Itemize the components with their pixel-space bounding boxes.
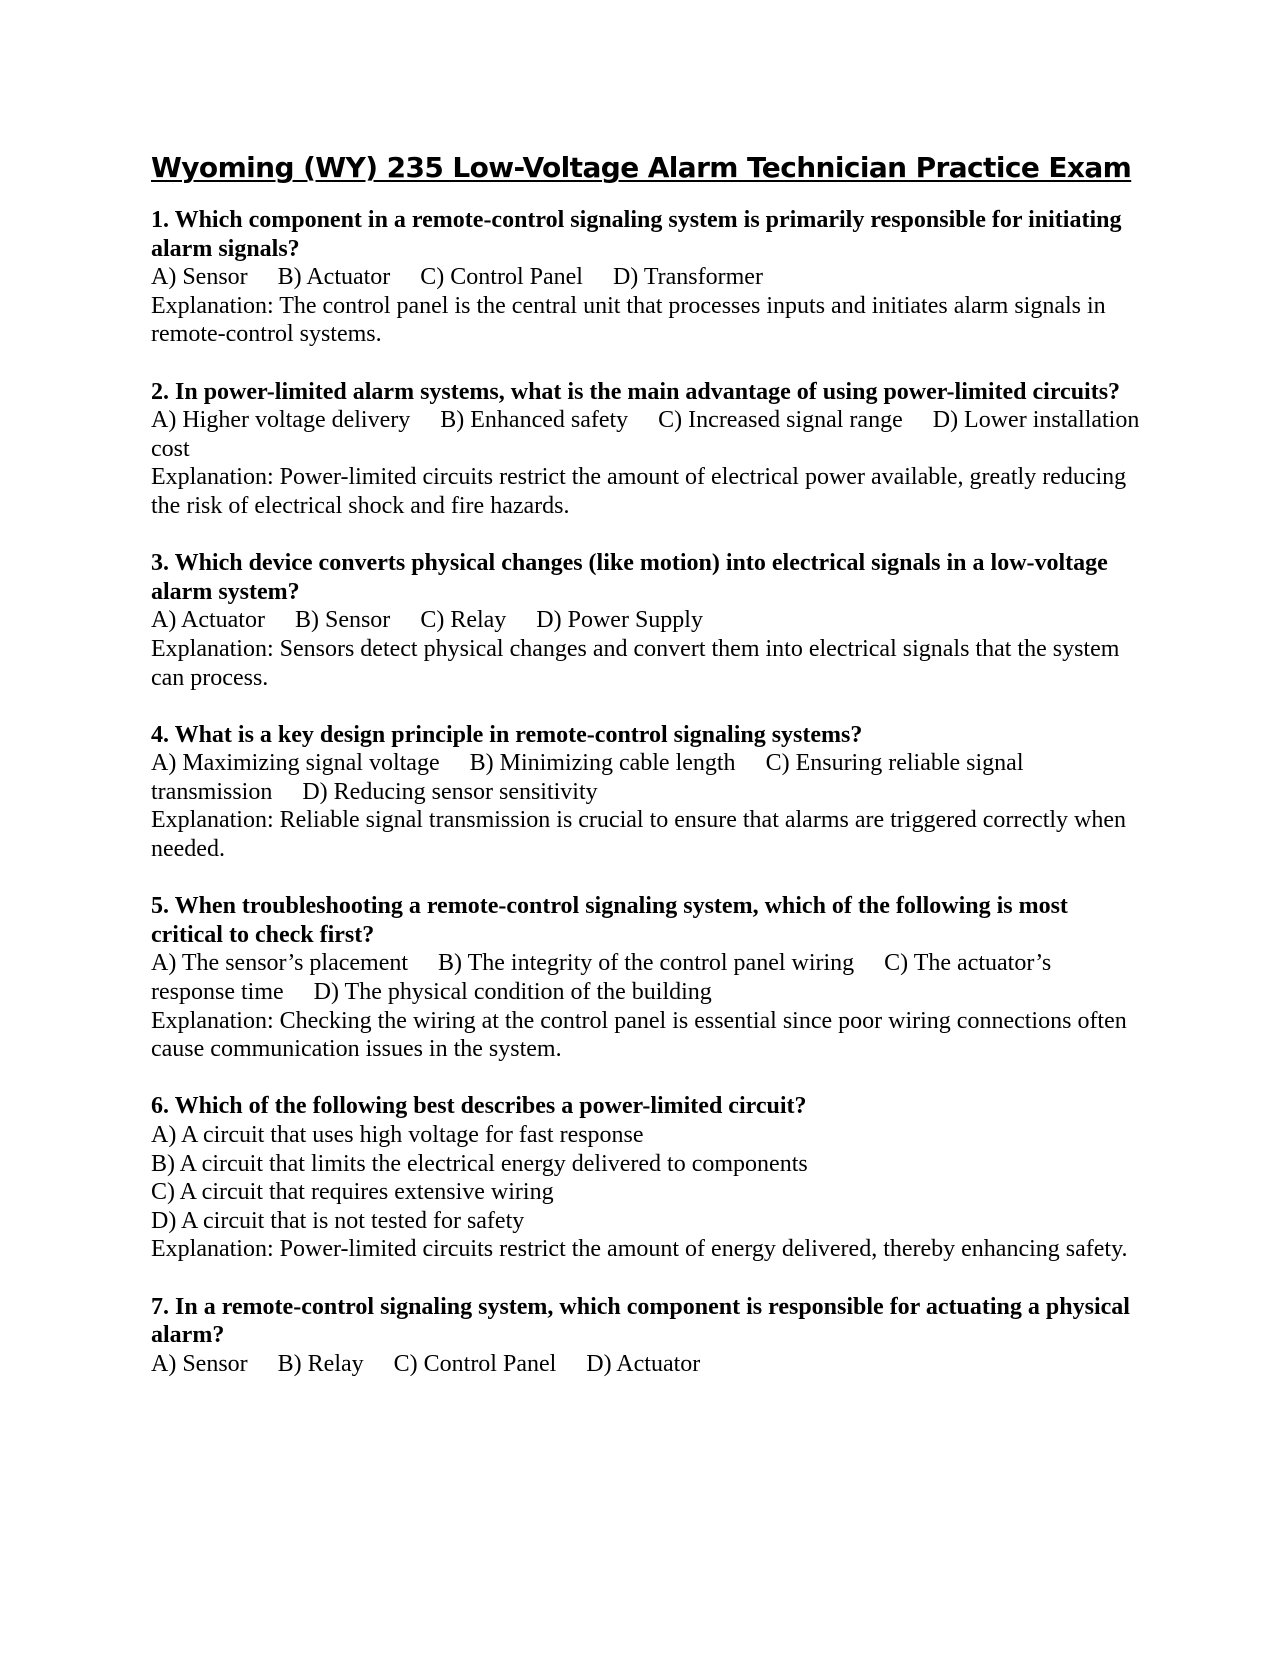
option-c: C) Control Panel — [393, 1350, 557, 1377]
option-d: D) Transformer — [612, 264, 763, 291]
option-a: A) A circuit that uses high voltage for fast response — [151, 1122, 644, 1148]
option-d: D) Reducing sensor sensitivity — [302, 778, 598, 805]
explanation: Explanation: Sensors detect physical changes and convert them into electrical signals that the system can process. — [151, 635, 1120, 691]
explanation: Explanation: Power-limited circuits restrict the amount of electrical power available, greatly reducing the risk of electrical shock and fire hazards. — [151, 464, 1127, 519]
question-7 — [151, 1293, 1141, 1379]
document-title: Wyoming (WY) 235 Low-Voltage Alarm Technician Practice Exam — [151, 151, 1132, 184]
question-text: 1. Which component in a remote-control signaling system is primarily responsible for initiating alarm signals? — [151, 207, 1122, 262]
option-c: C) Ensuring reliable signal transmission — [151, 750, 1024, 805]
option-d: D) Power Supply — [536, 607, 703, 634]
explanation: Explanation: Power-limited circuits restrict the amount of energy delivered, thereby enhancing safety. — [151, 1236, 1128, 1263]
option-c: C) A circuit that requires extensive wiring — [151, 1179, 554, 1206]
question-5 — [151, 892, 1141, 1064]
explanation: Explanation: The control panel is the central unit that processes inputs and initiates alarm signals in remote-control systems. — [151, 292, 1106, 348]
option-c: C) Increased signal range — [658, 407, 903, 434]
question-2 — [151, 378, 1141, 521]
options-row — [151, 606, 1141, 635]
option-a: A) Sensor — [151, 1350, 248, 1377]
option-d: D) Lower installation cost — [151, 407, 1140, 462]
explanation: Explanation: Checking the wiring at the control panel is essential since poor wiring connections often cause communication issues in the system. — [151, 1007, 1127, 1063]
question-text: 3. Which device converts physical changes (like motion) into electrical signals in a low-voltage alarm system? — [151, 550, 1108, 605]
document-page — [151, 150, 1141, 1407]
explanation: Explanation: Reliable signal transmission is crucial to ensure that alarms are triggered correctly when needed. — [151, 807, 1127, 863]
option-d: D) Actuator — [586, 1350, 701, 1377]
option-a: A) Higher voltage delivery — [151, 407, 411, 434]
question-4 — [151, 721, 1141, 864]
option-b: B) Sensor — [294, 607, 391, 634]
question-6 — [151, 1092, 1141, 1264]
option-a: A) Sensor — [151, 264, 248, 291]
option-b: B) A circuit that limits the electrical energy delivered to components — [151, 1150, 808, 1177]
option-c: C) Relay — [420, 607, 507, 634]
question-text: 6. Which of the following best describes a power-limited circuit? — [151, 1093, 807, 1120]
option-b: B) Actuator — [277, 264, 391, 291]
options-row — [151, 263, 1141, 292]
option-b: B) Relay — [277, 1350, 364, 1377]
options-row — [151, 949, 1141, 1006]
option-a: A) Actuator — [151, 607, 265, 634]
question-text: 2. In power-limited alarm systems, what is the main advantage of using power-limited circuits? — [151, 378, 1121, 405]
options-row — [151, 406, 1141, 463]
option-b: B) Minimizing cable length — [469, 750, 736, 777]
option-d: D) The physical condition of the building — [313, 979, 712, 1006]
question-text: 4. What is a key design principle in remote-control signaling systems? — [151, 721, 863, 748]
option-c: C) The actuator’s response time — [151, 950, 1052, 1006]
option-a: A) The sensor’s placement — [151, 950, 409, 977]
question-text: 7. In a remote-control signaling system, which component is responsible for actuating a physical alarm? — [151, 1293, 1130, 1349]
question-3 — [151, 549, 1141, 692]
options-row — [151, 1350, 1141, 1379]
option-a: A) Maximizing signal voltage — [151, 750, 440, 777]
option-b: B) The integrity of the control panel wiring — [438, 950, 855, 977]
options-row — [151, 749, 1141, 806]
option-d: D) A circuit that is not tested for safety — [151, 1207, 525, 1234]
question-1 — [151, 206, 1141, 349]
option-b: B) Enhanced safety — [440, 407, 629, 434]
option-c: C) Control Panel — [420, 264, 583, 291]
question-text: 5. When troubleshooting a remote-control signaling system, which of the following is most critical to check first? — [151, 893, 1068, 948]
